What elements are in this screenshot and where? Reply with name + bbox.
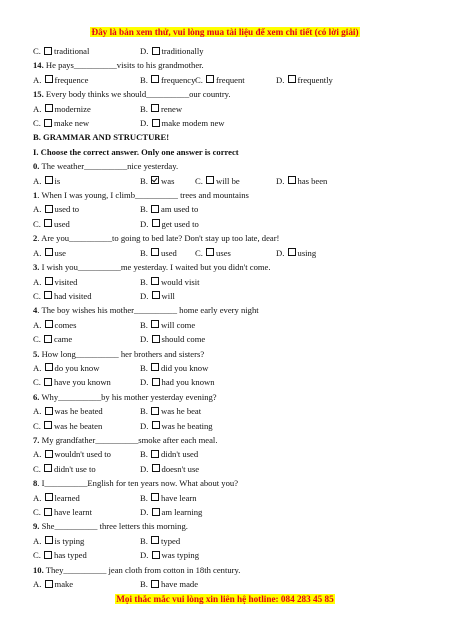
answer-option[interactable] <box>33 534 84 548</box>
question-text: Every body thinks we should__________our country. <box>43 89 231 100</box>
answer-option[interactable] <box>33 548 87 562</box>
answer-option[interactable] <box>33 217 70 231</box>
option-text: didn't used <box>161 449 199 460</box>
option-text: was he beaten <box>54 420 103 431</box>
option-letter: B. <box>140 535 148 546</box>
option-text: traditionally <box>161 46 204 56</box>
option-text: will come <box>161 319 196 330</box>
option-letter: C. <box>33 334 41 345</box>
checkbox-icon[interactable] <box>151 407 159 415</box>
checkbox-icon[interactable] <box>45 536 53 544</box>
option-text: would visit <box>161 276 200 287</box>
question-number: 1 <box>33 190 38 201</box>
option-letter: C. <box>33 218 41 229</box>
answer-options-row <box>33 332 443 346</box>
question-number: 5. <box>33 348 40 359</box>
question-text: The weather__________nice yesterday. <box>39 161 179 172</box>
answer-option[interactable] <box>276 246 316 260</box>
checkbox-icon[interactable] <box>45 450 53 458</box>
option-text: make new <box>54 118 90 129</box>
option-letter: D. <box>140 377 149 388</box>
question-stem <box>33 390 443 404</box>
answer-options-row <box>33 318 443 332</box>
option-text: frequence <box>54 74 89 85</box>
question-stem <box>33 260 443 274</box>
answer-option[interactable] <box>33 577 73 591</box>
checkbox-icon[interactable] <box>152 551 160 559</box>
option-text: learned <box>54 492 80 503</box>
checkbox-icon[interactable] <box>206 75 214 83</box>
checkbox-icon[interactable] <box>151 580 159 588</box>
checkbox-icon[interactable] <box>288 176 296 184</box>
option-letter: B. <box>140 247 148 258</box>
checkbox-icon[interactable] <box>206 248 214 256</box>
question-stem <box>33 476 443 490</box>
answer-option[interactable] <box>33 404 103 418</box>
section-heading: I. Choose the correct answer. Only one answer is correct <box>33 146 239 157</box>
option-letter: A. <box>33 535 42 546</box>
option-text: renew <box>161 103 183 114</box>
checkbox-icon[interactable] <box>45 248 53 256</box>
option-letter: C. <box>33 420 41 431</box>
answer-options-row <box>33 419 443 433</box>
question-number: 0. <box>33 161 40 172</box>
option-text: did you know <box>161 362 209 373</box>
option-letter: D. <box>140 420 149 431</box>
question-number: 9. <box>33 521 40 532</box>
answer-option[interactable] <box>140 332 205 346</box>
question-stem <box>33 519 443 533</box>
checkbox-icon[interactable] <box>44 508 52 516</box>
answer-option[interactable] <box>33 246 66 260</box>
hotline-banner-text: Mọi thắc mắc vui lòng xin liên hệ hotline: 084 283 45 85 <box>116 594 334 604</box>
answer-option[interactable] <box>140 361 208 375</box>
option-letter: A. <box>33 449 42 460</box>
checkbox-icon[interactable] <box>44 119 52 127</box>
checkbox-icon[interactable] <box>45 493 53 501</box>
option-text: was he beat <box>161 406 202 417</box>
answer-options-row <box>33 217 443 231</box>
answer-option[interactable] <box>33 116 89 130</box>
checked-checkbox-icon[interactable] <box>151 176 159 184</box>
checkbox-icon[interactable] <box>151 104 159 112</box>
answer-option[interactable] <box>33 102 91 116</box>
answer-option[interactable] <box>33 332 72 346</box>
answer-options-row <box>33 202 443 216</box>
option-letter: D. <box>140 463 149 474</box>
checkbox-icon[interactable] <box>44 335 52 343</box>
option-text: using <box>297 247 317 258</box>
question-text: How long__________ her brothers and sisters? <box>39 348 205 359</box>
option-text: frequent <box>216 74 245 85</box>
answer-option[interactable] <box>33 275 77 289</box>
checkbox-icon[interactable] <box>151 320 159 328</box>
question-number: 7. <box>33 434 40 445</box>
preview-banner-text: Đây là bản xem thử, vui lòng mua tài liệu để xem chi tiết (có lời giải) <box>91 27 359 37</box>
question-stem <box>33 87 443 101</box>
option-text: came <box>54 334 73 345</box>
option-letter: B. <box>140 103 148 114</box>
checkbox-icon[interactable] <box>151 205 159 213</box>
option-letter: C. <box>195 74 203 85</box>
answer-option[interactable] <box>33 289 92 303</box>
answer-option[interactable] <box>140 548 199 562</box>
question-number: 4 <box>33 305 38 316</box>
checkbox-icon[interactable] <box>151 493 159 501</box>
answer-option[interactable] <box>276 174 327 188</box>
option-text: had you known <box>161 377 215 388</box>
option-letter: A. <box>33 406 42 417</box>
answer-option[interactable] <box>140 505 202 519</box>
option-letter: D. <box>140 46 149 56</box>
answer-option[interactable] <box>140 534 180 548</box>
option-letter: D. <box>276 175 285 186</box>
question-stem <box>33 58 443 72</box>
option-text: am used to <box>161 204 199 215</box>
option-letter: B. <box>140 175 148 186</box>
option-text: have made <box>161 579 199 590</box>
checkbox-icon[interactable] <box>151 536 159 544</box>
option-text: should come <box>161 334 206 345</box>
checkbox-icon[interactable] <box>152 47 160 55</box>
option-letter: A. <box>33 204 42 215</box>
checkbox-icon[interactable] <box>288 248 296 256</box>
checkbox-icon[interactable] <box>44 291 52 299</box>
option-letter: B. <box>140 406 148 417</box>
question-text: . When I was young, I climb__________ trees and mountains <box>37 190 249 201</box>
option-text: has been <box>297 175 328 186</box>
answer-option[interactable] <box>140 246 177 260</box>
option-letter: D. <box>140 334 149 345</box>
option-text: modernize <box>54 103 91 114</box>
option-text: doesn't use <box>161 463 200 474</box>
worksheet-body <box>33 44 443 591</box>
option-text: didn't use to <box>54 463 96 474</box>
question-text: I wish you__________me yesterday. I waited but you didn't come. <box>39 262 271 273</box>
checkbox-icon[interactable] <box>44 551 52 559</box>
checkbox-icon[interactable] <box>44 378 52 386</box>
option-text: typed <box>161 535 181 546</box>
option-letter: D. <box>140 290 149 301</box>
checkbox-icon[interactable] <box>151 248 159 256</box>
answer-option[interactable] <box>33 447 111 461</box>
checkbox-icon[interactable] <box>152 219 160 227</box>
option-text: am learning <box>161 507 203 517</box>
checkbox-icon[interactable] <box>44 47 52 55</box>
question-stem <box>33 303 443 317</box>
question-text: They__________ jean cloth from cotton in 18th century. <box>43 564 241 575</box>
checkbox-icon[interactable] <box>151 75 159 83</box>
answer-options-row <box>33 577 443 591</box>
answer-options-row <box>33 289 443 303</box>
option-letter: A. <box>33 175 42 186</box>
option-letter: B. <box>140 204 148 215</box>
answer-options-row <box>33 462 443 476</box>
answer-option[interactable] <box>140 404 201 418</box>
answer-options-row <box>33 361 443 375</box>
answer-options-row <box>33 534 443 548</box>
question-stem <box>33 347 443 361</box>
checkbox-icon[interactable] <box>288 75 296 83</box>
checkbox-icon[interactable] <box>152 378 160 386</box>
checkbox-icon[interactable] <box>151 363 159 371</box>
option-text: uses <box>216 247 231 258</box>
answer-option[interactable] <box>33 44 89 58</box>
answer-option[interactable] <box>140 419 213 433</box>
answer-option[interactable] <box>33 375 111 389</box>
answer-option[interactable] <box>276 73 333 87</box>
answer-options-row <box>33 44 443 58</box>
answer-option[interactable] <box>140 174 174 188</box>
checkbox-icon[interactable] <box>44 219 52 227</box>
answer-option[interactable] <box>33 462 96 476</box>
option-text: was he beating <box>161 420 213 431</box>
option-letter: C. <box>33 118 41 129</box>
option-text: wouldn't used to <box>54 449 111 460</box>
preview-banner <box>0 27 450 37</box>
answer-option[interactable] <box>140 102 182 116</box>
question-number: 10. <box>33 564 44 575</box>
answer-options-row <box>33 73 443 87</box>
option-letter: B. <box>140 449 148 460</box>
checkbox-icon[interactable] <box>152 508 160 516</box>
answer-options-row <box>33 246 443 260</box>
checkbox-icon[interactable] <box>45 205 53 213</box>
option-letter: B. <box>140 492 148 503</box>
answer-options-row <box>33 375 443 389</box>
option-text: will <box>161 290 175 301</box>
option-letter: D. <box>140 550 149 561</box>
answer-option[interactable] <box>140 491 197 505</box>
answer-options-row <box>33 116 443 130</box>
option-text: is <box>54 175 61 186</box>
answer-options-row <box>33 491 443 505</box>
option-text: traditional <box>54 46 90 56</box>
option-letter: B. <box>140 319 148 330</box>
question-number: 14. <box>33 60 44 71</box>
option-letter: C. <box>33 290 41 301</box>
option-text: had visited <box>54 290 92 301</box>
question-number: 3. <box>33 262 40 273</box>
checkbox-icon[interactable] <box>206 176 214 184</box>
section-heading: B. GRAMMAR AND STRUCTURE! <box>33 132 170 143</box>
option-letter: C. <box>33 550 41 561</box>
answer-option[interactable] <box>140 202 198 216</box>
option-text: have you known <box>54 377 111 388</box>
option-letter: C. <box>33 46 41 56</box>
answer-option[interactable] <box>140 116 225 130</box>
option-letter: A. <box>33 362 42 373</box>
checkbox-icon[interactable] <box>152 291 160 299</box>
answer-option[interactable] <box>33 505 92 519</box>
option-letter: B. <box>140 362 148 373</box>
question-text: He pays__________visits to his grandmother. <box>43 60 204 71</box>
option-letter: D. <box>140 118 149 129</box>
option-letter: A. <box>33 492 42 503</box>
checkbox-icon[interactable] <box>151 277 159 285</box>
answer-options-row <box>33 102 443 116</box>
option-letter: A. <box>33 74 42 85</box>
answer-option[interactable] <box>33 73 88 87</box>
option-letter: D. <box>140 218 149 229</box>
checkbox-icon[interactable] <box>44 421 52 429</box>
answer-option[interactable] <box>140 217 199 231</box>
answer-option[interactable] <box>140 44 204 58</box>
question-text: . Are you__________to going to bed late? Don't stay up too late, dear! <box>37 233 280 244</box>
question-text: My grandfather__________smoke after each meal. <box>39 434 218 445</box>
checkbox-icon[interactable] <box>45 407 53 415</box>
answer-options-row <box>33 447 443 461</box>
question-stem <box>33 231 443 245</box>
checkbox-icon[interactable] <box>152 119 160 127</box>
option-text: comes <box>54 319 77 330</box>
option-letter: A. <box>33 579 42 590</box>
answer-option[interactable] <box>140 318 195 332</box>
checkbox-icon[interactable] <box>45 75 53 83</box>
checkbox-icon[interactable] <box>45 320 53 328</box>
answer-option[interactable] <box>140 73 195 87</box>
checkbox-icon[interactable] <box>45 104 53 112</box>
option-text: have learnt <box>54 507 92 517</box>
answer-option[interactable] <box>33 361 99 375</box>
question-number: 15. <box>33 89 44 100</box>
option-letter: A. <box>33 276 42 287</box>
option-text: have learn <box>161 492 197 503</box>
option-text: use <box>54 247 66 258</box>
question-number: 6. <box>33 391 40 402</box>
option-letter: A. <box>33 247 42 258</box>
option-text: has typed <box>54 550 87 561</box>
option-text: make <box>54 579 74 590</box>
hotline-banner <box>0 594 450 604</box>
question-stem <box>33 188 443 202</box>
option-letter: B. <box>140 579 148 590</box>
question-stem <box>33 159 443 173</box>
answer-options-row <box>33 548 443 562</box>
answer-options-row <box>33 174 443 188</box>
option-text: will be <box>216 175 240 186</box>
option-text: get used to <box>161 218 199 229</box>
option-letter: C. <box>33 463 41 474</box>
option-text: used to <box>54 204 80 215</box>
answer-option[interactable] <box>140 289 175 303</box>
question-stem <box>33 563 443 577</box>
answer-option[interactable] <box>33 419 102 433</box>
answer-option[interactable] <box>195 174 240 188</box>
option-letter: C. <box>195 247 203 258</box>
answer-options-row <box>33 505 443 519</box>
option-text: make modem new <box>161 118 225 129</box>
option-letter: D. <box>276 247 285 258</box>
option-letter: B. <box>140 276 148 287</box>
option-letter: C. <box>33 507 41 517</box>
answer-option[interactable] <box>140 577 198 591</box>
answer-option[interactable] <box>195 73 245 87</box>
checkbox-icon[interactable] <box>152 421 160 429</box>
checkbox-icon[interactable] <box>152 335 160 343</box>
option-text: frequency <box>161 74 196 85</box>
answer-option[interactable] <box>33 202 79 216</box>
option-letter: A. <box>33 103 42 114</box>
answer-options-row <box>33 275 443 289</box>
option-text: used <box>54 218 70 229</box>
option-text: was <box>161 175 175 186</box>
answer-option[interactable] <box>33 318 76 332</box>
answer-option[interactable] <box>140 375 215 389</box>
option-letter: C. <box>33 377 41 388</box>
option-letter: C. <box>195 175 203 186</box>
checkbox-icon[interactable] <box>45 363 53 371</box>
checkbox-icon[interactable] <box>45 580 53 588</box>
checkbox-icon[interactable] <box>151 450 159 458</box>
answer-option[interactable] <box>140 462 199 476</box>
checkbox-icon[interactable] <box>45 277 53 285</box>
option-text: do you know <box>54 362 100 373</box>
option-letter: A. <box>33 319 42 330</box>
question-stem <box>33 433 443 447</box>
option-text: was typing <box>161 550 199 561</box>
answer-options-row <box>33 404 443 418</box>
option-text: visited <box>54 276 78 287</box>
answer-option[interactable] <box>33 491 80 505</box>
question-number: 2 <box>33 233 38 244</box>
option-letter: D. <box>140 507 149 517</box>
checkbox-icon[interactable] <box>45 176 53 184</box>
checkbox-icon[interactable] <box>152 464 160 472</box>
question-text: She__________ three letters this morning. <box>39 521 188 532</box>
option-text: used <box>161 247 177 258</box>
option-text: was he beated <box>54 406 103 417</box>
answer-option[interactable] <box>33 174 60 188</box>
checkbox-icon[interactable] <box>44 464 52 472</box>
answer-option[interactable] <box>195 246 231 260</box>
question-text: . I__________English for ten years now. What about you? <box>37 478 239 489</box>
answer-option[interactable] <box>140 275 199 289</box>
question-text: . The boy wishes his mother__________ home early every night <box>37 305 259 316</box>
question-text: Why__________by his mother yesterday evening? <box>39 391 217 402</box>
option-letter: D. <box>276 74 285 85</box>
option-text: frequently <box>297 74 333 85</box>
question-number: 8 <box>33 478 38 489</box>
option-letter: B. <box>140 74 148 85</box>
answer-option[interactable] <box>140 447 198 461</box>
option-text: is typing <box>54 535 85 546</box>
